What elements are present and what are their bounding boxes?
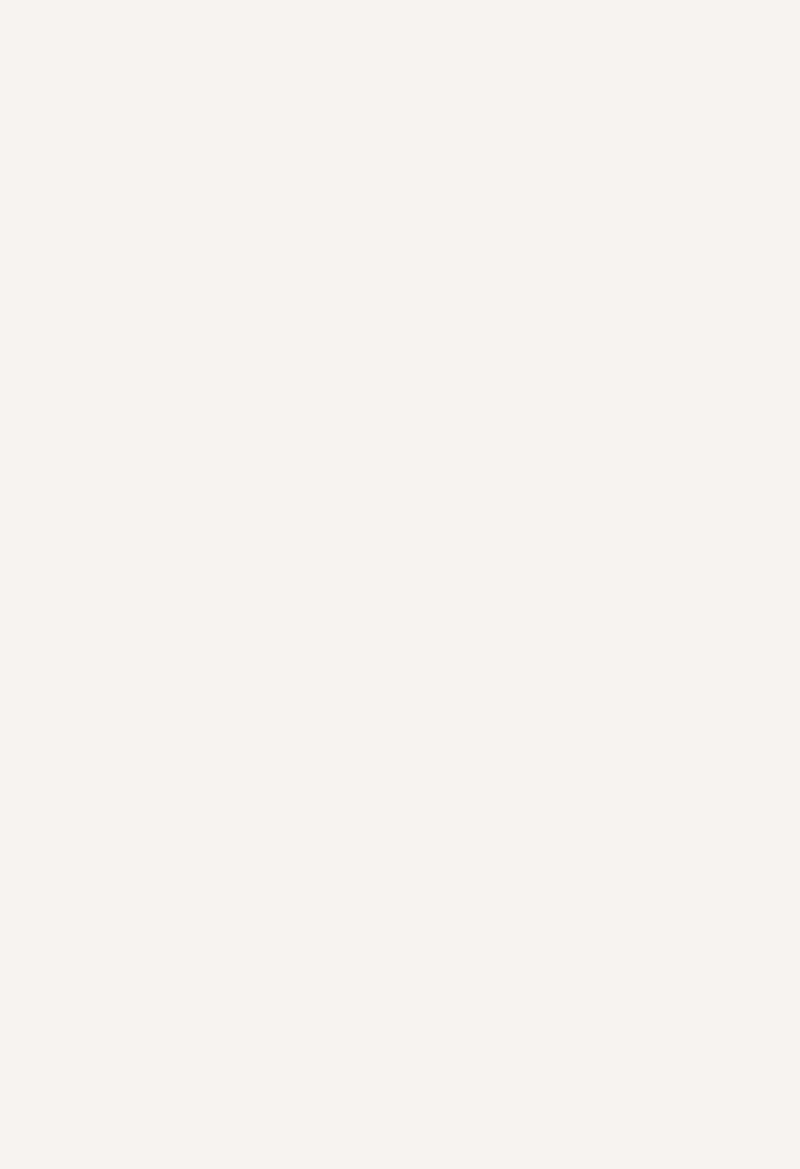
codex-heading	[0, 629, 760, 646]
